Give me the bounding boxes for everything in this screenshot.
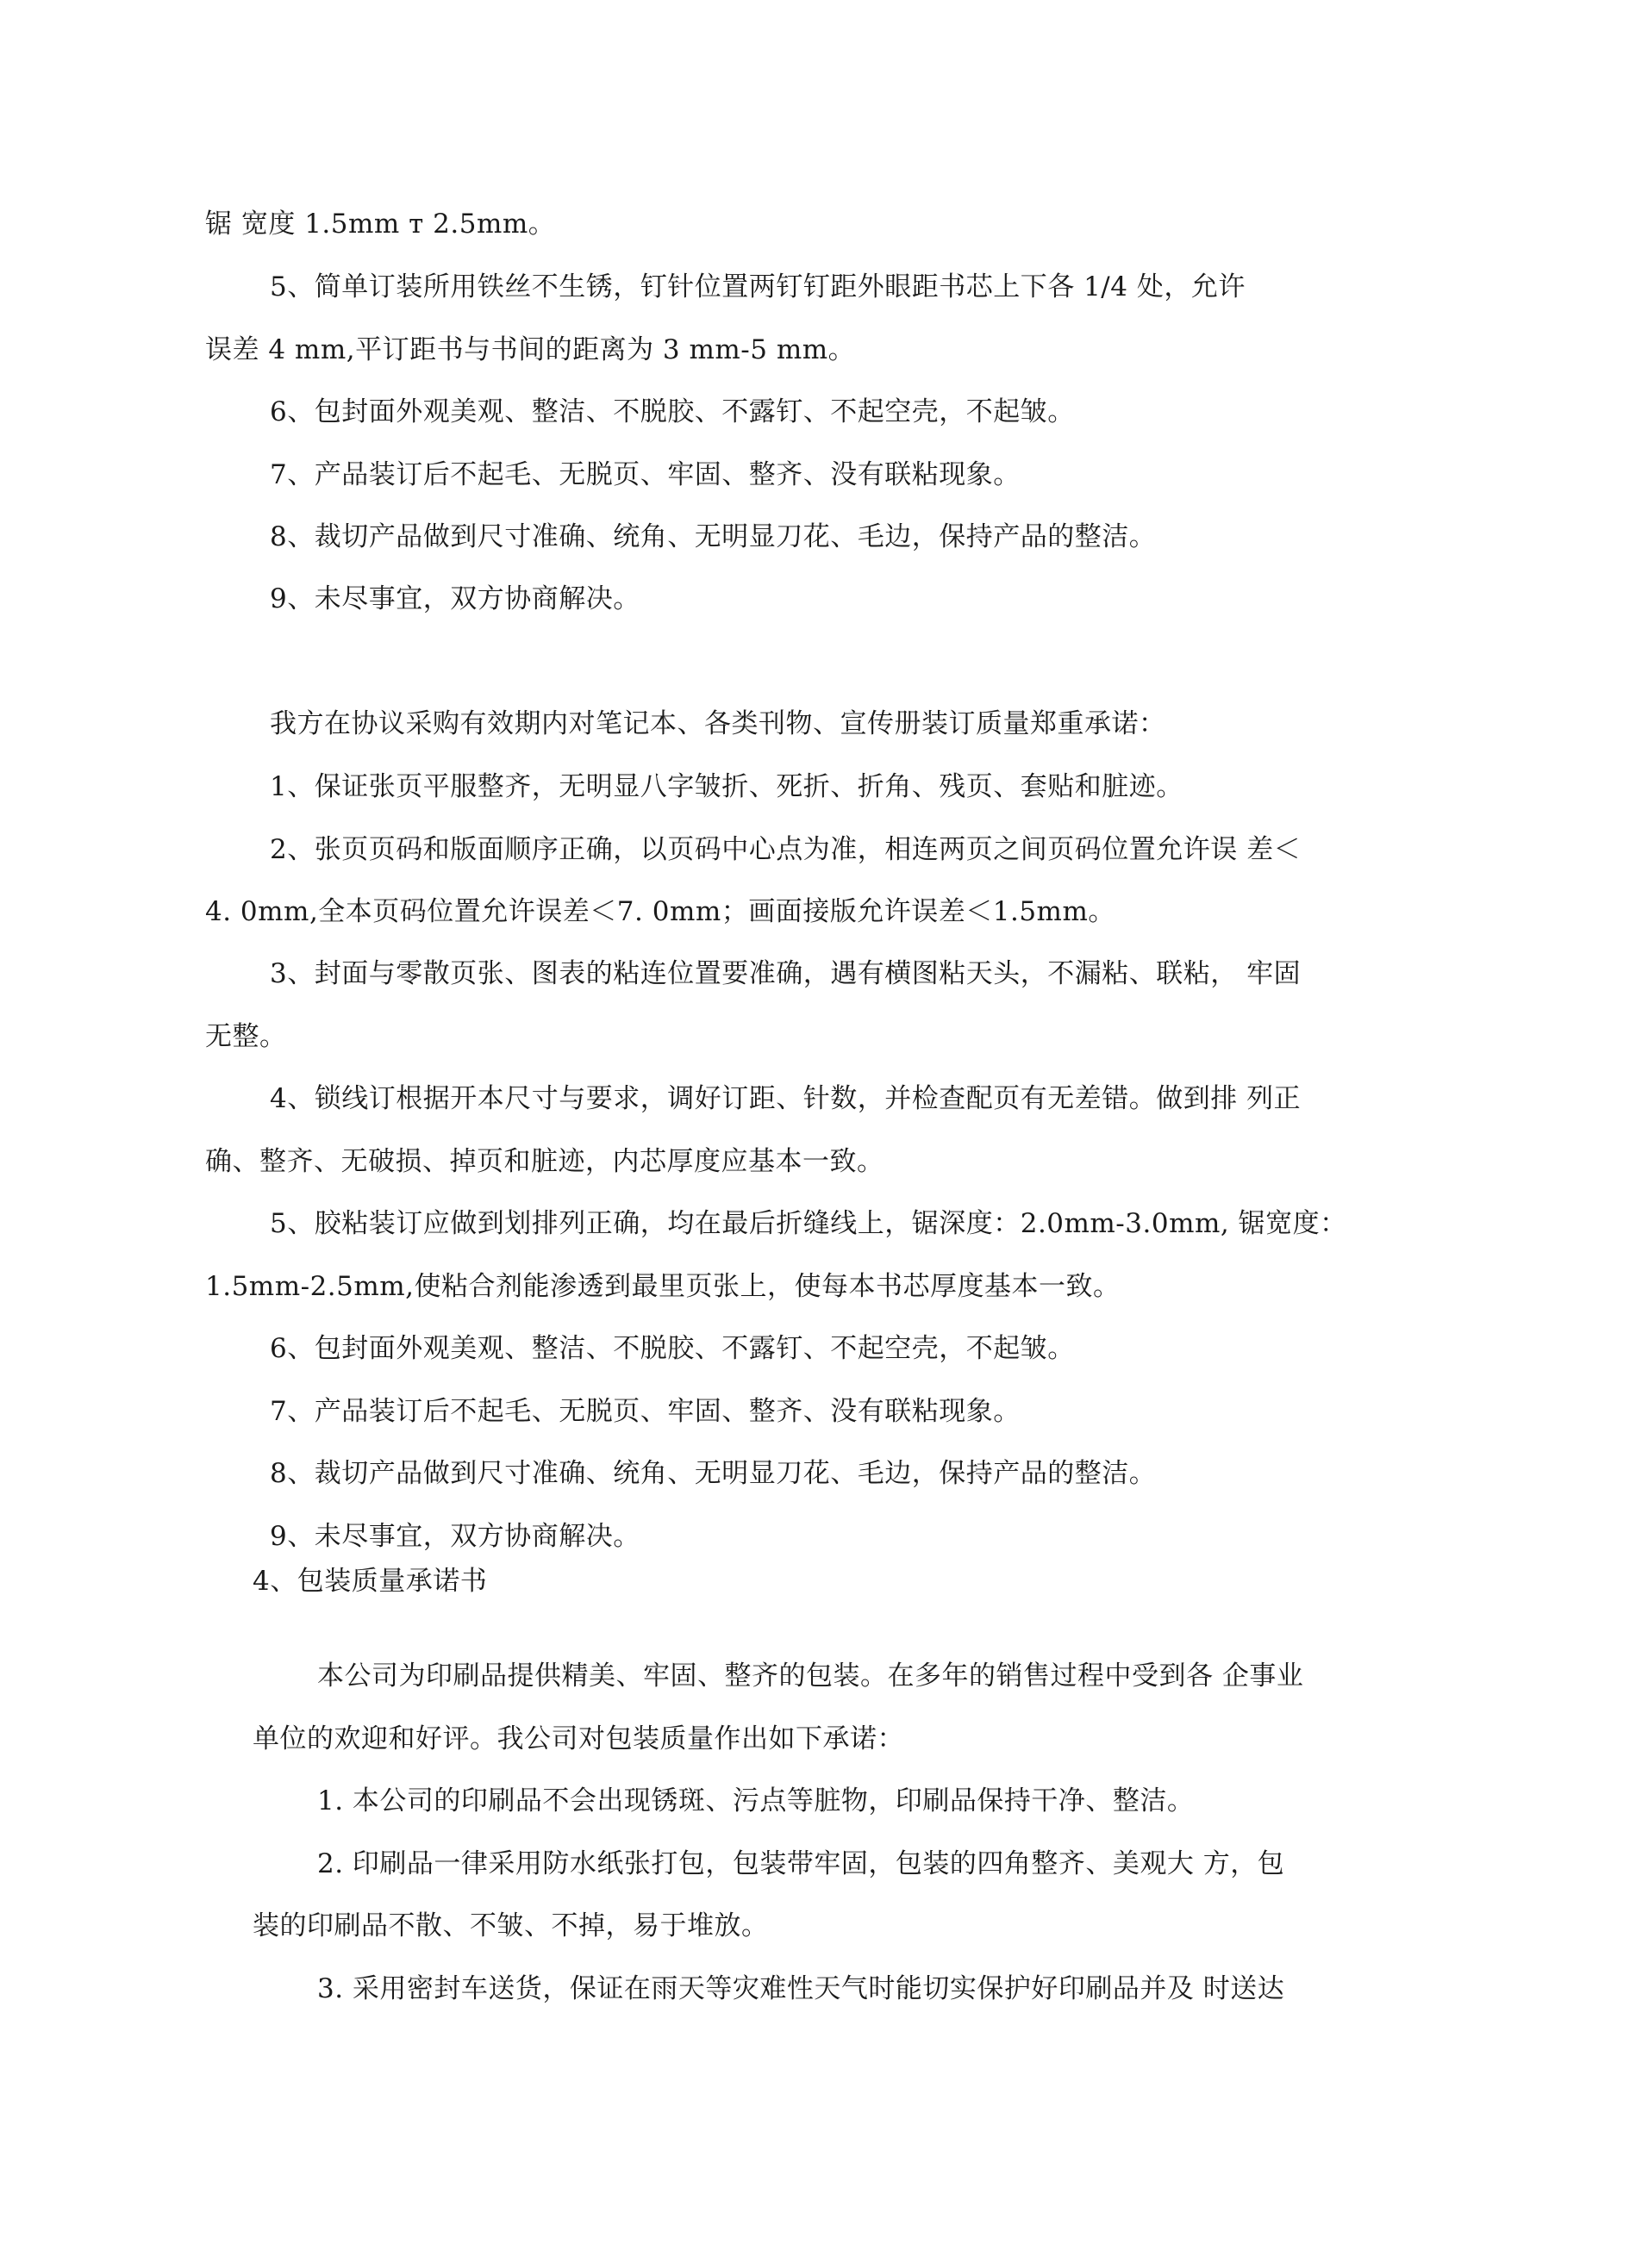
text-line: 无整。 — [205, 1021, 287, 1052]
text-line: 本公司为印刷品提供精美、牢固、整齐的包装。在多年的销售过程中受到各 企事业 — [317, 1660, 1304, 1692]
text-line: 8、裁切产品做到尺寸准确、统角、无明显刀花、毛边，保持产品的整洁。 — [270, 521, 1157, 552]
text-line: 确、整齐、无破损、掉页和脏迹，内芯厚度应基本一致。 — [205, 1146, 884, 1177]
text-line: 装的印刷品不散、不皱、不掉，易于堆放。 — [253, 1910, 769, 1941]
text-line: 2、张页页码和版面顺序正确，以页码中心点为准，相连两页之间页码位置允许误 差＜ — [270, 834, 1302, 865]
text-line: 4. 0mm,全本页码位置允许误差＜7. 0mm；画面接版允许误差＜1.5mm。 — [205, 896, 1115, 927]
text-line: 误差 4 mm,平订距书与书间的距离为 3 mm-5 mm。 — [205, 334, 856, 365]
text-line: 8、裁切产品做到尺寸准确、统角、无明显刀花、毛边，保持产品的整洁。 — [270, 1458, 1157, 1489]
text-line: 1.5mm-2.5mm,使粘合剂能渗透到最里页张上，使每本书芯厚度基本一致。 — [205, 1271, 1121, 1302]
text-line: 5、简单订装所用铁丝不生锈，钉针位置两钉钉距外眼距书芯上下各 1/4 处，允许 — [270, 271, 1246, 302]
section-heading: 4、包装质量承诺书 — [253, 1566, 488, 1597]
text-line: 9、未尽事宜，双方协商解决。 — [270, 583, 640, 614]
text-line: 5、胶粘装订应做到划排列正确，均在最后折缝线上，锯深度：2.0mm-3.0mm, 锯宽度： — [270, 1208, 1347, 1239]
text-line: 1. 本公司的印刷品不会出现锈斑、污点等脏物，印刷品保持干净、整洁。 — [317, 1785, 1195, 1816]
text-line: 6、包封面外观美观、整洁、不脱胶、不露钉、不起空壳，不起皱。 — [270, 396, 1075, 427]
text-line: 2. 印刷品一律采用防水纸张打包，包装带牢固，包装的四角整齐、美观大 方，包 — [317, 1848, 1285, 1879]
text-line: 1、保证张页平服整齐，无明显八字皱折、死折、折角、残页、套贴和脏迹。 — [270, 771, 1183, 802]
text-line: 3. 采用密封车送货，保证在雨天等灾难性天气时能切实保护好印刷品并及 时送达 — [317, 1973, 1285, 2004]
text-line: 3、封面与零散页张、图表的粘连位置要准确，遇有横图粘天头，不漏粘、联粘， 牢固 — [270, 958, 1302, 989]
text-line: 7、产品装订后不起毛、无脱页、牢固、整齐、没有联粘现象。 — [270, 459, 1021, 490]
text-line: 7、产品装订后不起毛、无脱页、牢固、整齐、没有联粘现象。 — [270, 1396, 1021, 1427]
text-line: 4、锁线订根据开本尺寸与要求，调好订距、针数，并检查配页有无差错。做到排 列正 — [270, 1083, 1302, 1114]
text-line: 单位的欢迎和好评。我公司对包装质量作出如下承诺： — [253, 1723, 904, 1754]
text-line: 9、未尽事宜，双方协商解决。 — [270, 1521, 640, 1552]
text-line: 6、包封面外观美观、整洁、不脱胶、不露钉、不起空壳，不起皱。 — [270, 1333, 1075, 1364]
text-line: 锯 宽度 1.5mm т 2.5mm。 — [205, 209, 556, 240]
text-line: 我方在协议采购有效期内对笔记本、各类刊物、宣传册装订质量郑重承诺： — [270, 708, 1166, 739]
